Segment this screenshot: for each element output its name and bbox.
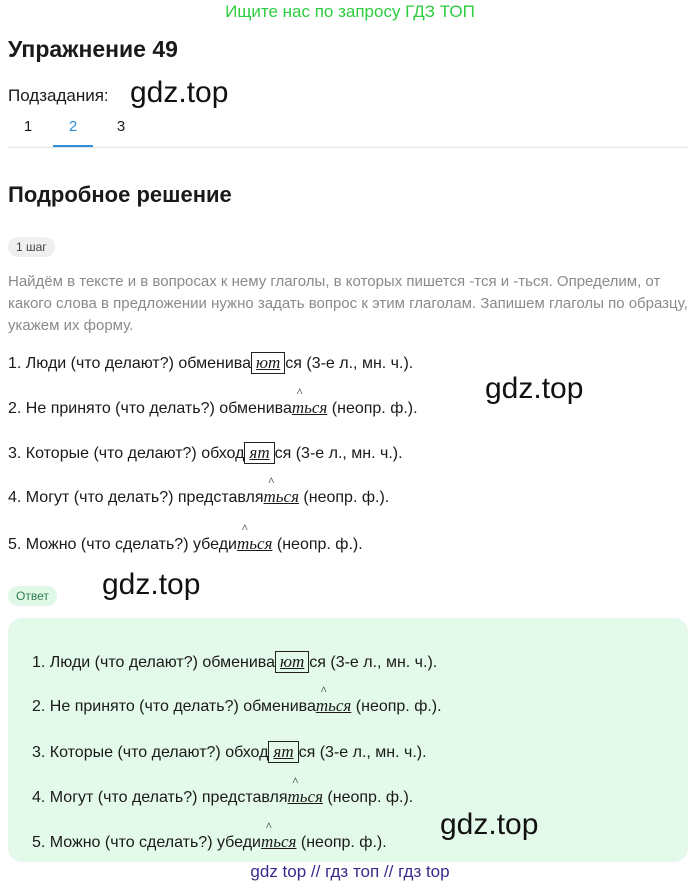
- line-text: ся (3-е л., мн. ч.).: [298, 744, 427, 761]
- ending-box: ят: [268, 741, 298, 763]
- line-text: 3. Которые (что делают?) обход: [8, 445, 245, 462]
- line-text: (неопр. ф.).: [272, 536, 363, 553]
- watermark: gdz.top: [102, 568, 201, 601]
- top-banner: Ищите нас по запросу ГДЗ ТОП: [225, 2, 475, 21]
- subtasks-label: Подзадания:: [8, 86, 109, 105]
- solution-line: [8, 352, 413, 374]
- line-text: (неопр. ф.).: [322, 789, 414, 806]
- suffix-mark: ^ ться: [237, 534, 272, 554]
- step-badge: 1 шаг: [8, 237, 55, 257]
- line-text: 5. Можно (что сделать?) убеди: [8, 536, 237, 553]
- solution-line: [8, 487, 389, 507]
- watermark: gdz.top: [130, 76, 229, 109]
- suffix-mark: ^ ться: [316, 696, 351, 716]
- answer-badge: Ответ: [8, 586, 57, 606]
- suffix-mark: ^ ться: [288, 787, 323, 807]
- answer-line: [32, 832, 387, 852]
- suffix-mark: ^ ться: [292, 398, 327, 418]
- footer-links[interactable]: gdz top // гдз топ // гдз top: [250, 862, 450, 881]
- line-text: ся (3-е л., мн. ч.).: [285, 355, 414, 372]
- line-text: 1. Люди (что делают?) обменива: [8, 355, 251, 372]
- line-text: 3. Которые (что делают?) обход: [32, 744, 269, 761]
- description: Найдём в тексте и в вопросах к нему глаголы, в которых пишется -тся и -ться. Определим, от какого слова в предложении нужно задать вопрос к этим глаголам. Запишем глаголы по образцу, укажем их форму.: [8, 273, 688, 334]
- line-text: 4. Могут (что делать?) представля: [8, 489, 264, 506]
- answer-line: [32, 787, 413, 807]
- subtask-tabs: [8, 112, 688, 148]
- solution-line: [8, 442, 403, 464]
- answer-line: [32, 741, 427, 763]
- line-text: (неопр. ф.).: [351, 698, 442, 715]
- solution-line: [8, 534, 363, 554]
- suffix-mark: ^ ться: [264, 487, 299, 507]
- line-text: 2. Не принято (что делать?) обменива: [32, 698, 316, 715]
- line-text: (неопр. ф.).: [327, 400, 418, 417]
- ending-box: ют: [251, 352, 285, 374]
- line-text: ся (3-е л., мн. ч.).: [274, 445, 403, 462]
- solution-title: Подробное решение: [8, 182, 232, 207]
- line-text: 1. Люди (что делают?) обменива: [32, 654, 275, 671]
- answer-line: [32, 696, 442, 716]
- ending-box: ят: [244, 442, 274, 464]
- line-text: ся (3-е л., мн. ч.).: [309, 654, 438, 671]
- ending-box: ют: [275, 651, 309, 673]
- tab-3[interactable]: 3: [116, 118, 126, 135]
- watermark: gdz.top: [440, 808, 539, 841]
- line-text: (неопр. ф.).: [296, 834, 387, 851]
- tab-2[interactable]: 2: [53, 118, 93, 147]
- solution-line: [8, 398, 418, 418]
- page-title: Упражнение 49: [8, 36, 178, 62]
- line-text: 2. Не принято (что делать?) обменива: [8, 400, 292, 417]
- line-text: 5. Можно (что сделать?) убеди: [32, 834, 261, 851]
- suffix-mark: ^ ться: [261, 832, 296, 852]
- answer-line: [32, 651, 437, 673]
- watermark: gdz.top: [485, 372, 584, 405]
- tab-1[interactable]: 1: [23, 118, 33, 135]
- line-text: 4. Могут (что делать?) представля: [32, 789, 288, 806]
- line-text: (неопр. ф.).: [298, 489, 390, 506]
- answer-box: [8, 618, 688, 862]
